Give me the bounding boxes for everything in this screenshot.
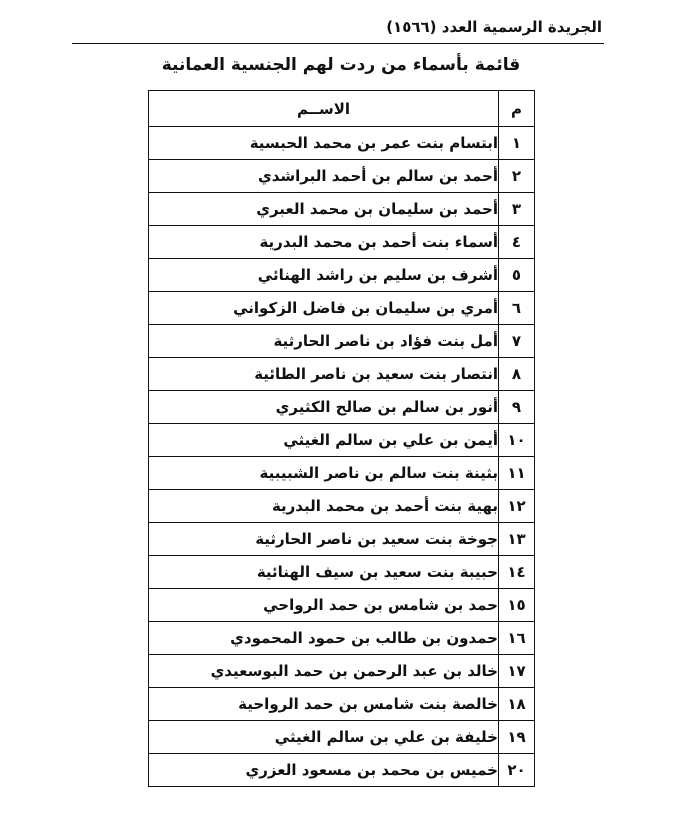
number-cell: ٦ — [499, 292, 535, 325]
table-row — [149, 688, 535, 721]
number-cell: ١٣ — [499, 523, 535, 556]
table-header-row — [149, 91, 535, 127]
column-header-number: م — [499, 91, 535, 127]
number-cell: ١١ — [499, 457, 535, 490]
table-row — [149, 127, 535, 160]
names-table-container — [148, 90, 534, 787]
number-cell: ١٧ — [499, 655, 535, 688]
name-cell: حمدون بن طالب بن حمود المحمودي — [149, 622, 499, 655]
table-row — [149, 226, 535, 259]
number-cell: ١٢ — [499, 490, 535, 523]
name-cell: أنور بن سالم بن صالح الكثيري — [149, 391, 499, 424]
name-cell: جوخة بنت سعيد بن ناصر الحارثية — [149, 523, 499, 556]
number-cell: ١٦ — [499, 622, 535, 655]
name-cell: أمل بنت فؤاد بن ناصر الحارثية — [149, 325, 499, 358]
table-row — [149, 391, 535, 424]
number-cell: ٧ — [499, 325, 535, 358]
number-cell: ١٠ — [499, 424, 535, 457]
number-cell: ٢٠ — [499, 754, 535, 787]
table-row — [149, 259, 535, 292]
name-cell: أحمد بن سالم بن أحمد البراشدي — [149, 160, 499, 193]
number-cell: ١٤ — [499, 556, 535, 589]
names-table — [148, 90, 535, 787]
name-cell: خليفة بن علي بن سالم الغيثي — [149, 721, 499, 754]
table-row — [149, 622, 535, 655]
number-cell: ٥ — [499, 259, 535, 292]
number-cell: ١ — [499, 127, 535, 160]
name-cell: أحمد بن سليمان بن محمد العبري — [149, 193, 499, 226]
table-row — [149, 424, 535, 457]
name-cell: خالصة بنت شامس بن حمد الرواحية — [149, 688, 499, 721]
name-cell: بهية بنت أحمد بن محمد البدرية — [149, 490, 499, 523]
table-row — [149, 556, 535, 589]
name-cell: حمد بن شامس بن حمد الرواحي — [149, 589, 499, 622]
table-row — [149, 193, 535, 226]
name-cell: أيمن بن علي بن سالم الغيثي — [149, 424, 499, 457]
name-cell: خالد بن عبد الرحمن بن حمد البوسعيدي — [149, 655, 499, 688]
number-cell: ٣ — [499, 193, 535, 226]
number-cell: ٩ — [499, 391, 535, 424]
name-cell: أمري بن سليمان بن فاضل الزكواني — [149, 292, 499, 325]
table-row — [149, 160, 535, 193]
list-title: قائمة بأسماء من ردت لهم الجنسية العمانية — [161, 55, 521, 75]
table-row — [149, 457, 535, 490]
name-cell: بثينة بنت سالم بن ناصر الشبيبية — [149, 457, 499, 490]
table-row — [149, 358, 535, 391]
header-divider — [72, 43, 604, 44]
number-cell: ٢ — [499, 160, 535, 193]
number-cell: ١٥ — [499, 589, 535, 622]
table-row — [149, 325, 535, 358]
name-cell: خميس بن محمد بن مسعود العزري — [149, 754, 499, 787]
number-cell: ٨ — [499, 358, 535, 391]
name-cell: ابتسام بنت عمر بن محمد الحبسية — [149, 127, 499, 160]
name-cell: أشرف بن سليم بن راشد الهنائي — [149, 259, 499, 292]
table-row — [149, 655, 535, 688]
table-row — [149, 523, 535, 556]
table-row — [149, 490, 535, 523]
name-cell: حبيبة بنت سعيد بن سيف الهنائية — [149, 556, 499, 589]
gazette-header: الجريدة الرسمية العدد (١٥٦٦) — [386, 18, 602, 36]
table-row — [149, 754, 535, 787]
table-row — [149, 292, 535, 325]
number-cell: ١٨ — [499, 688, 535, 721]
table-row — [149, 721, 535, 754]
number-cell: ٤ — [499, 226, 535, 259]
table-body — [149, 127, 535, 787]
number-cell: ١٩ — [499, 721, 535, 754]
name-cell: انتصار بنت سعيد بن ناصر الطائية — [149, 358, 499, 391]
table-row — [149, 589, 535, 622]
column-header-name: الاســم — [149, 91, 499, 127]
name-cell: أسماء بنت أحمد بن محمد البدرية — [149, 226, 499, 259]
